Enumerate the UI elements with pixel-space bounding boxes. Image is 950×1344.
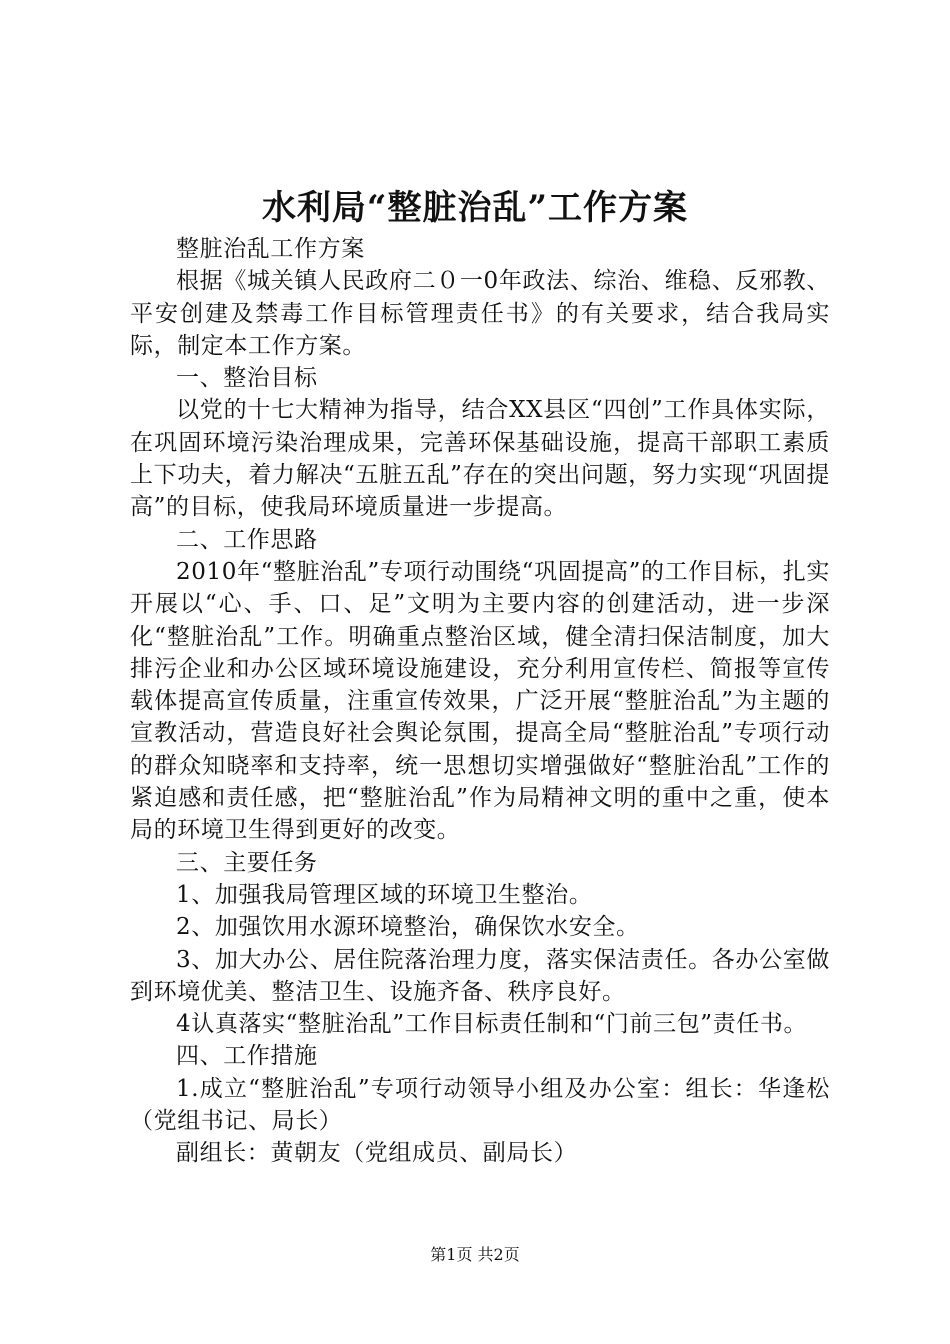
subtitle-paragraph: 整脏治乱工作方案 [176, 236, 365, 262]
deputy-leader-paragraph: 副组长：黄朝友（党组成员、副局长） [176, 1140, 578, 1167]
intro-paragraph: 根据《城关镇人民政府二０一0年政法、综治、维稳、反邪教、平安创建及禁毒工作目标管理责任书》的有关要求，结合我局实际，制定本工作方案。 [130, 268, 830, 359]
section-heading-measures: 四、工作措施 [176, 1043, 318, 1070]
measure-item-1: 1.成立“整脏治乱”专项行动领导小组及办公室：组长：华逢松（党组书记、局长） [130, 1075, 830, 1135]
section-heading-approach: 二、工作思路 [176, 526, 318, 553]
task-item-3: 3、加大办公、居住院落治理力度，落实保洁责任。各办公室做到环境优美、整洁卫生、设施齐备、秩序良好。 [130, 946, 830, 1005]
task-item-2: 2、加强饮用水源环境整治，确保饮水安全。 [176, 914, 640, 941]
document-body [130, 233, 830, 1170]
goals-paragraph: 以党的十七大精神为指导，结合XX县区“四创”工作具体实际，在巩固环境污染治理成果，完善环保基础设施，提高干部职工素质上下功夫，着力解决“五脏五乱”存在的突出问题，努力实现“巩固提高”的目标，使我局环境质量进一步提高。 [130, 397, 830, 521]
document-title: 水利局“整脏治乱”工作方案 [261, 188, 689, 228]
section-heading-goals: 一、整治目标 [176, 365, 318, 392]
section-heading-tasks: 三、主要任务 [176, 849, 318, 876]
page-footer: 第1页 共2页 [430, 1245, 520, 1264]
task-item-1: 1、加强我局管理区域的环境卫生整治。 [176, 881, 593, 908]
approach-paragraph: 2010年“整脏治乱”专项行动围绕“巩固提高”的工作目标，扎实开展以“心、手、口、足”文明为主要内容的创建活动，进一步深化“整脏治乱”工作。明确重点整治区域，健全清扫保洁制度，加大排污企业和办公区域环境设施建设，充分利用宣传栏、简报等宣传载体提高宣传质量，注重宣传效果，广泛开展“整脏治乱”为主题的宣教活动，营造良好社会舆论氛围，提高全局“整脏治乱”专项行动的群众知晓率和支持率，统一思想切实增强做好“整脏治乱”工作的紧迫感和责任感，把“整脏治乱”作为局精神文明的重中之重，使本局的环境卫生得到更好的改变。 [130, 558, 830, 844]
task-item-4: 4认真落实“整脏治乱”工作目标责任制和“门前三包”责任书。 [176, 1011, 808, 1038]
